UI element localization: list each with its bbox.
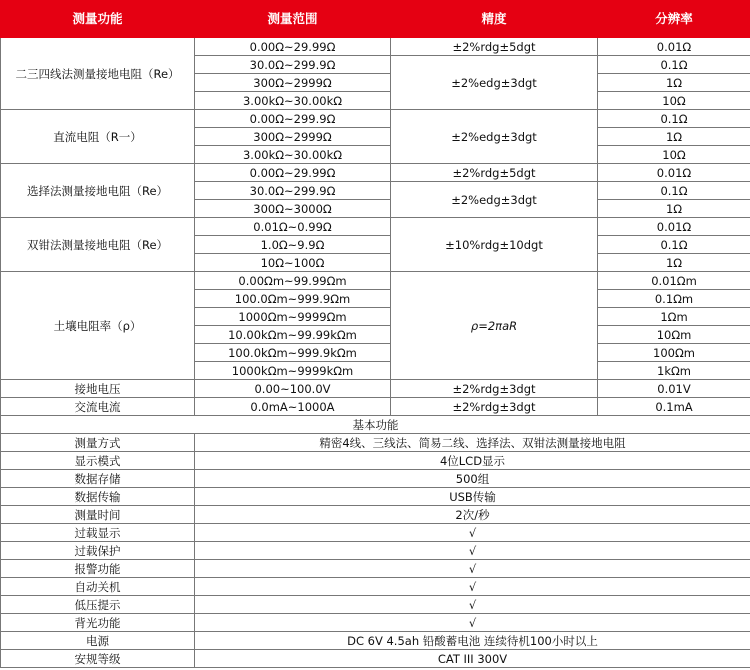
accuracy-cell: ±2%rdg±3dgt [391,398,598,416]
accuracy-cell: ±2%rdg±3dgt [391,380,598,398]
basic-row [1,470,750,488]
table-row [1,380,750,398]
check-icon: √ [195,578,750,596]
function-name: 直流电阻（R一） [1,110,195,164]
range-cell: 300Ω~3000Ω [195,200,391,218]
range-cell: 0.00Ω~29.99Ω [195,164,391,182]
function-name: 选择法测量接地电阻（Re） [1,164,195,218]
resolution-cell: 1kΩm [598,362,750,380]
resolution-cell: 0.01Ω [598,164,750,182]
resolution-cell: 0.1Ω [598,182,750,200]
range-cell: 3.00kΩ~30.00kΩ [195,92,391,110]
range-cell: 0.00Ωm~99.99Ωm [195,272,391,290]
basic-label: 显示模式 [1,452,195,470]
basic-label: 数据存储 [1,470,195,488]
section-row [1,416,750,434]
resolution-cell: 0.1mA [598,398,750,416]
resolution-cell: 0.01Ωm [598,272,750,290]
basic-value: 2次/秒 [195,506,750,524]
table-row [1,38,750,56]
resolution-cell: 0.1Ωm [598,290,750,308]
basic-row [1,560,750,578]
accuracy-cell: ±2%edg±3dgt [391,56,598,110]
resolution-cell: 1Ω [598,74,750,92]
basic-value: 4位LCD显示 [195,452,750,470]
table-row [1,272,750,290]
accuracy-cell: ±10%rdg±10dgt [391,218,598,272]
header-row [1,1,750,38]
accuracy-cell: ±2%rdg±5dgt [391,164,598,182]
range-cell: 3.00kΩ~30.00kΩ [195,146,391,164]
range-cell: 0.0mA~1000A [195,398,391,416]
accuracy-cell: ±2%edg±3dgt [391,110,598,164]
basic-row [1,506,750,524]
basic-label: 低压提示 [1,596,195,614]
range-cell: 1000Ωm~9999Ωm [195,308,391,326]
range-cell: 1000kΩm~9999kΩm [195,362,391,380]
function-name: 交流电流 [1,398,195,416]
basic-row [1,524,750,542]
check-icon: √ [195,542,750,560]
header-accuracy: 精度 [391,1,598,38]
resolution-cell: 1Ω [598,200,750,218]
basic-section-title: 基本功能 [1,416,750,434]
resolution-cell: 0.01Ω [598,218,750,236]
basic-row [1,650,750,668]
resolution-cell: 0.1Ω [598,56,750,74]
range-cell: 10Ω~100Ω [195,254,391,272]
function-name: 双钳法测量接地电阻（Re） [1,218,195,272]
table-row [1,398,750,416]
basic-row [1,614,750,632]
basic-value: USB传输 [195,488,750,506]
check-icon: √ [195,614,750,632]
table-row [1,164,750,182]
range-cell: 0.00Ω~29.99Ω [195,38,391,56]
table-row [1,110,750,128]
range-cell: 100.0Ωm~999.9Ωm [195,290,391,308]
range-cell: 30.0Ω~299.9Ω [195,56,391,74]
basic-value: 精密4线、三线法、简易二线、选择法、双钳法测量接地电阻 [195,434,750,452]
resolution-cell: 0.01Ω [598,38,750,56]
basic-row [1,452,750,470]
basic-value: CAT III 300V [195,650,750,668]
resolution-cell: 100Ωm [598,344,750,362]
resolution-cell: 10Ω [598,92,750,110]
accuracy-cell: ±2%edg±3dgt [391,182,598,218]
range-cell: 10.00kΩm~99.99kΩm [195,326,391,344]
resolution-cell: 1Ω [598,128,750,146]
basic-label: 安规等级 [1,650,195,668]
accuracy-cell: ±2%rdg±5dgt [391,38,598,56]
resolution-cell: 1Ω [598,254,750,272]
check-icon: √ [195,560,750,578]
basic-label: 过载显示 [1,524,195,542]
accuracy-cell: ρ=2πaR [391,272,598,380]
function-name: 土壤电阻率（ρ） [1,272,195,380]
resolution-cell: 10Ωm [598,326,750,344]
range-cell: 30.0Ω~299.9Ω [195,182,391,200]
basic-row [1,578,750,596]
function-name: 二三四线法测量接地电阻（Re） [1,38,195,110]
resolution-cell: 0.1Ω [598,110,750,128]
basic-label: 数据传输 [1,488,195,506]
range-cell: 1.0Ω~9.9Ω [195,236,391,254]
range-cell: 300Ω~2999Ω [195,128,391,146]
basic-label: 自动关机 [1,578,195,596]
table-row [1,218,750,236]
header-resolution: 分辨率 [598,1,750,38]
basic-value: 500组 [195,470,750,488]
resolution-cell: 10Ω [598,146,750,164]
check-icon: √ [195,524,750,542]
basic-label: 报警功能 [1,560,195,578]
basic-label: 测量方式 [1,434,195,452]
basic-label: 测量时间 [1,506,195,524]
resolution-cell: 0.01V [598,380,750,398]
basic-row [1,542,750,560]
range-cell: 0.01Ω~0.99Ω [195,218,391,236]
resolution-cell: 1Ωm [598,308,750,326]
resolution-cell: 0.1Ω [598,236,750,254]
basic-label: 背光功能 [1,614,195,632]
basic-row [1,488,750,506]
range-cell: 0.00Ω~299.9Ω [195,110,391,128]
basic-row [1,632,750,650]
range-cell: 100.0kΩm~999.9kΩm [195,344,391,362]
check-icon: √ [195,596,750,614]
basic-row [1,434,750,452]
header-range: 测量范围 [195,1,391,38]
basic-value: DC 6V 4.5ah 铅酸蓄电池 连续待机100小时以上 [195,632,750,650]
range-cell: 300Ω~2999Ω [195,74,391,92]
function-name: 接地电压 [1,380,195,398]
basic-label: 过载保护 [1,542,195,560]
basic-label: 电源 [1,632,195,650]
range-cell: 0.00~100.0V [195,380,391,398]
basic-row [1,596,750,614]
header-function: 测量功能 [1,1,195,38]
